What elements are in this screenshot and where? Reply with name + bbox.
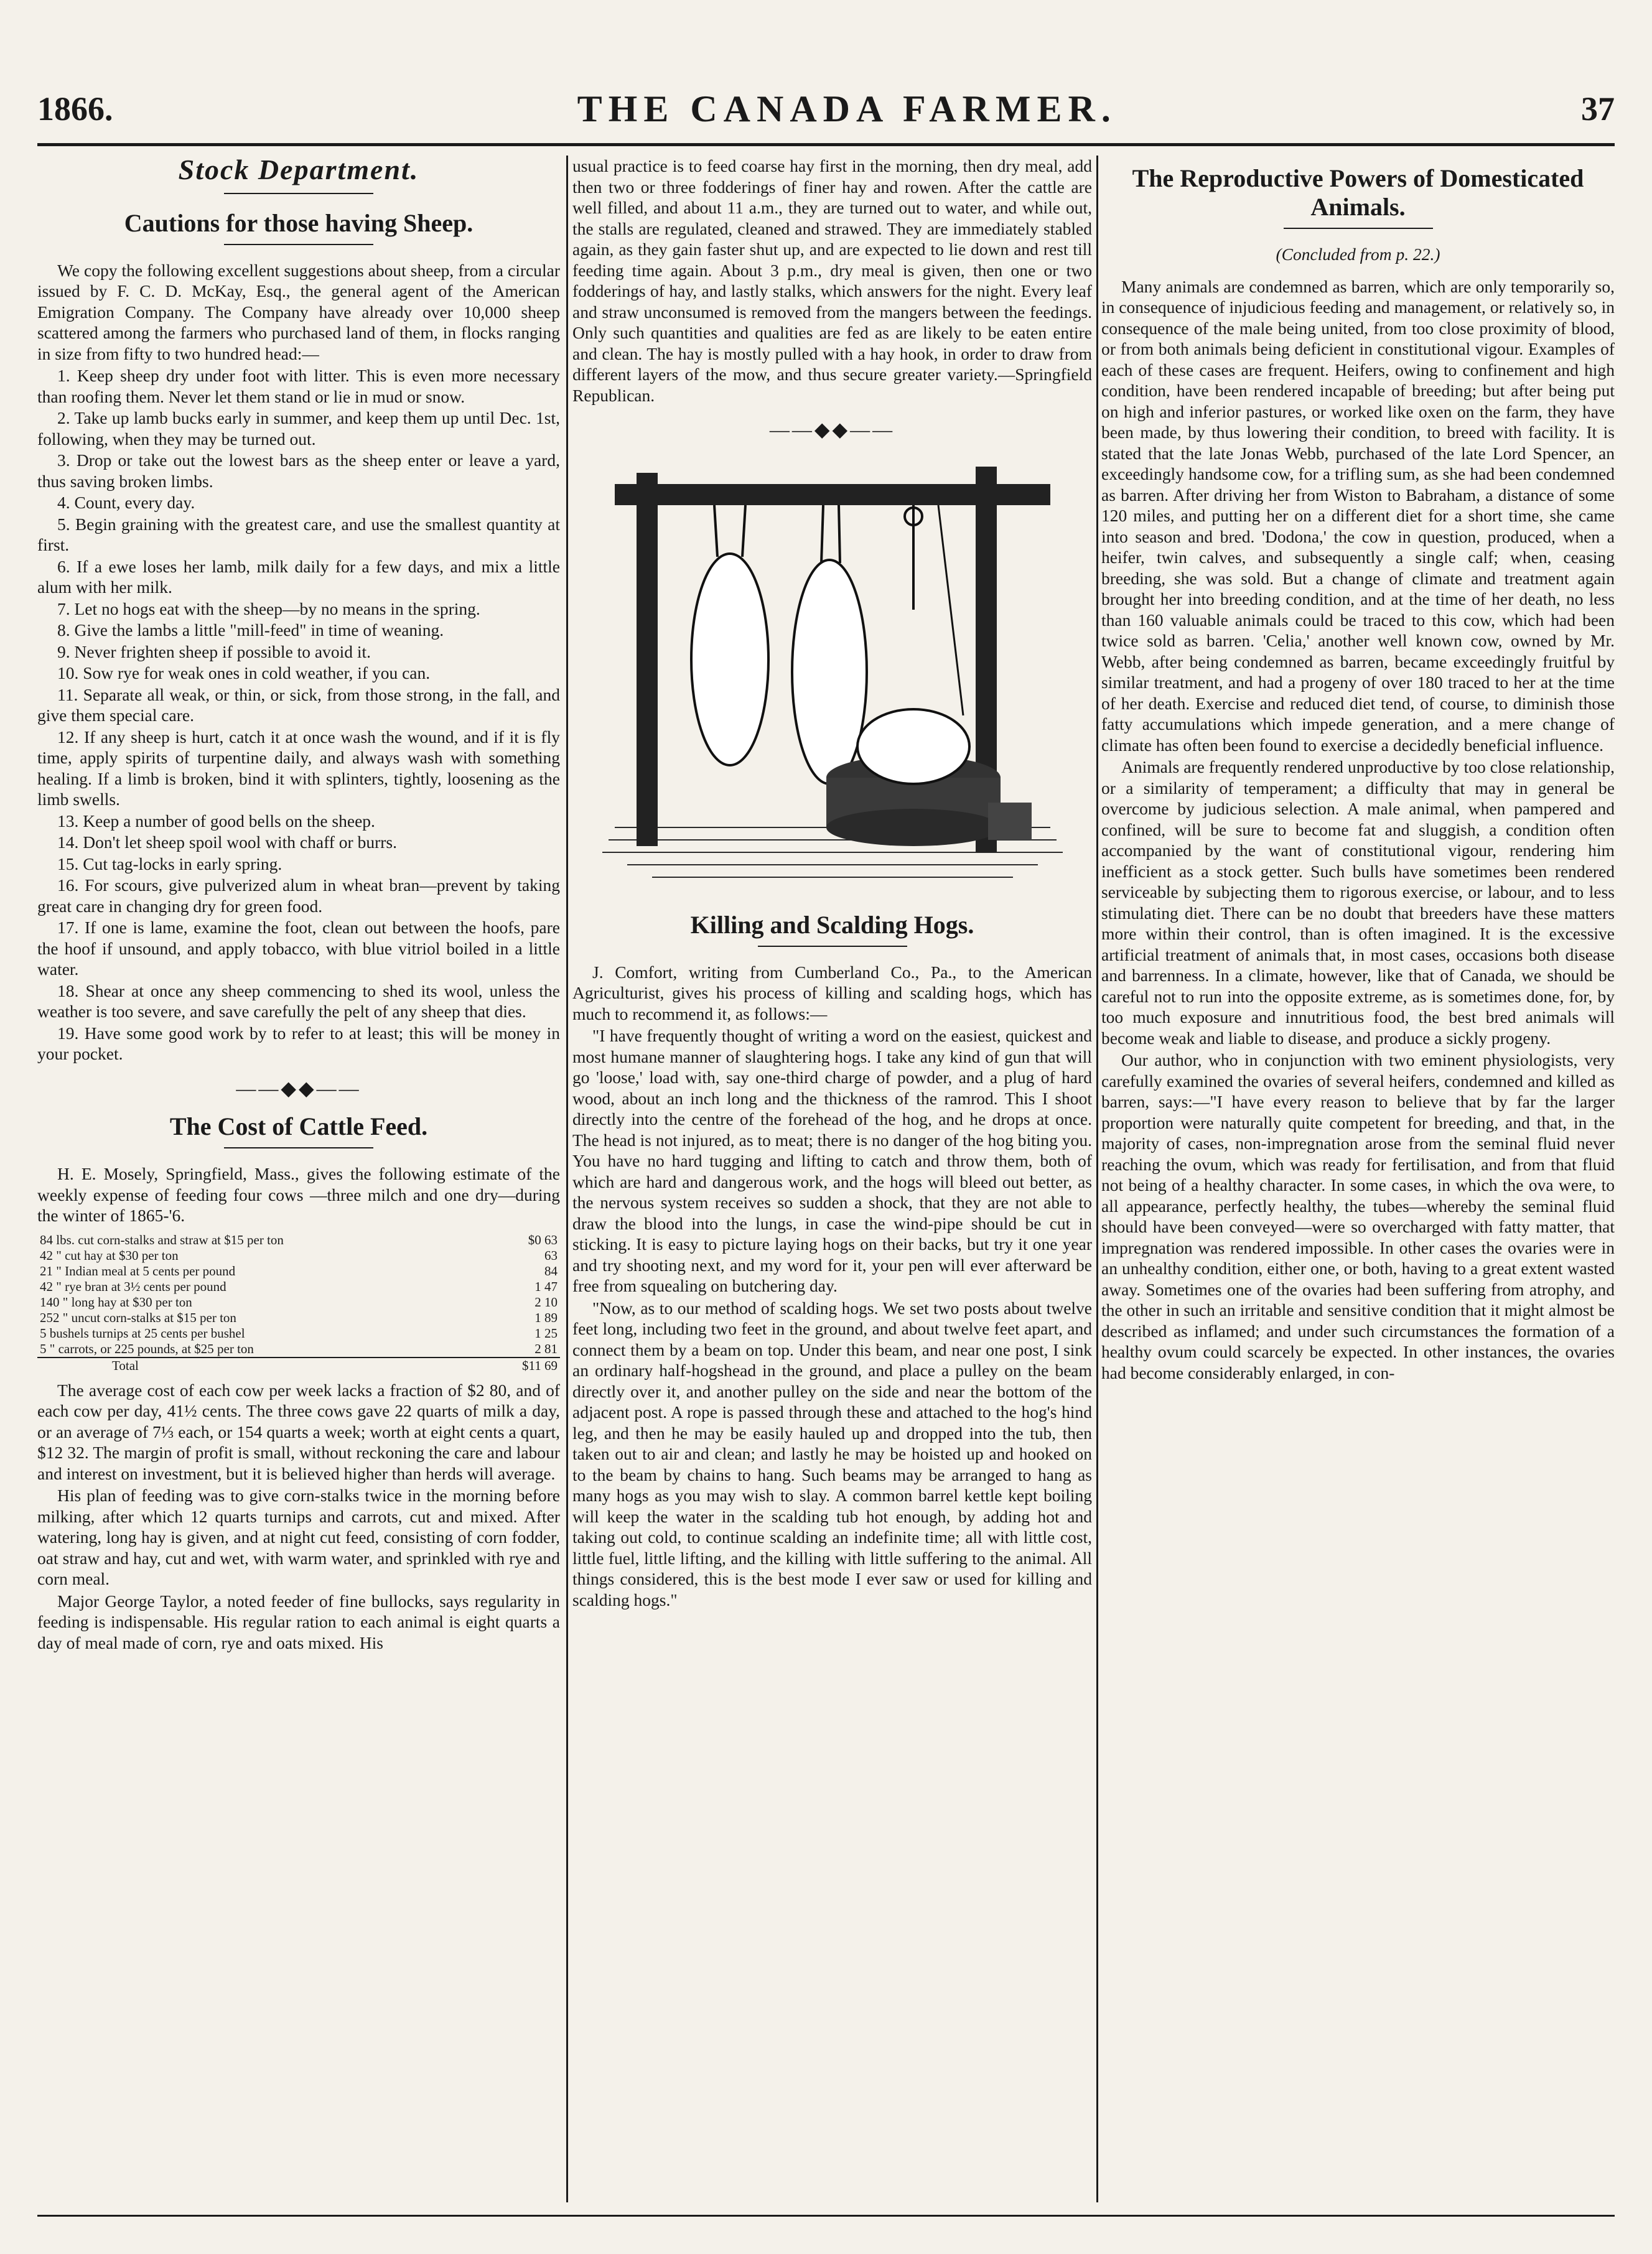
table-cell-item: 21 " Indian meal at 5 cents per pound	[40, 1263, 236, 1278]
table-row	[37, 1264, 560, 1279]
reproductive-title: The Reproductive Powers of Domesticated Animals.	[1132, 164, 1584, 221]
list-item: 5. Begin graining with the greatest care, and use the smallest quantity at first.	[37, 514, 560, 554]
table-cell-item: 5 bushels turnips at 25 cents per bushel	[40, 1325, 245, 1341]
paragraph: "I have frequently thought of writing a word on the easiest, quickest and most humane manner of slaughtering hogs. I take any kind of gun that will go 'loose,' load with, say one-third charge of powder, and a plug of hard wood, about an inch long and the thickness of the ramrod. This I shoot directly into the centre of the forehead of the hog, and he drops at once. The head is not injured, as to meat; there is no danger of the hog biting you. You have no hard tugging and lifting to catch and throw them, both of which are hard and dangerous work, and the hogs will bleed out better, as the nervous system receives so sudden a shock, that they are not able to draw the blood into the lungs, in case the wind-pipe should be cut in sticking. It is easy to picture laying hogs on their backs, but try it one year and try shooting next, and my word for it, your pen will ever afterward be free from squealing on butchering day.	[572, 1026, 1092, 1295]
cautions-list	[37, 365, 560, 1064]
paragraph: His plan of feeding was to give corn-stalks twice in the morning before milking, after which 12 quarts turnips and carrots, cut and mixed. After watering, long hay is given, and at night cut feed, consisting of corn fodder, oat straw and hay, cut and wet, with warm water, and sprinkled with rye and corn meal.	[37, 1486, 560, 1588]
ornament-divider: ——◆◆——	[769, 418, 895, 440]
table-cell-amount: 2 81	[534, 1341, 558, 1356]
cattle-feed-intro: H. E. Mosely, Springfield, Mass., gives the following estimate of the weekly expense of feeding four cows —three milch and one dry—during the winter of 1865-'6.	[37, 1164, 560, 1225]
table-row	[37, 1295, 560, 1310]
list-item: 13. Keep a number of good bells on the sheep.	[57, 811, 375, 831]
column-right	[1101, 156, 1615, 2209]
page-header	[37, 75, 1615, 146]
list-item: 7. Let no hogs eat with the sheep—by no means in the spring.	[57, 598, 480, 618]
ornament-divider: ——◆◆——	[236, 1076, 362, 1099]
table-cell-amount: 1 47	[534, 1278, 558, 1294]
list-item: 10. Sow rye for weak ones in cold weather, if you can.	[57, 663, 431, 682]
table-row	[37, 1232, 560, 1248]
list-item: 4. Count, every day.	[57, 493, 195, 512]
table-cell-item: 84 lbs. cut corn-stalks and straw at $15 per ton	[40, 1232, 284, 1247]
divider	[224, 244, 373, 245]
list-item: 3. Drop or take out the lowest bars as the sheep enter or leave a yard, thus saving broken limbs.	[37, 450, 560, 491]
paragraph: Major George Taylor, a noted feeder of fine bullocks, says regularity in feeding is indispensable. His regular ration to each animal is eight quarts a day of meal made of corn, rye and oats mixed. His	[37, 1591, 560, 1652]
hog-scalding-illustration	[590, 454, 1075, 902]
paragraph: J. Comfort, writing from Cumberland Co., Pa., to the American Agriculturist, gives his process of killing and scalding hogs, which has much to recommend it, as follows:—	[572, 962, 1092, 1023]
table-cell-item: 42 " rye bran at 3½ cents per pound	[40, 1278, 226, 1294]
list-item: 18. Shear at once any sheep commencing to shed its wool, unless the weather is too severe, and save carefully the pelt of any sheep that dies.	[37, 980, 560, 1021]
engraving-image	[590, 454, 1075, 902]
continued-paragraph: usual practice is to feed coarse hay first in the morning, then dry meal, add then two or three fodderings of finer hay and rowen. After the cattle are well filled, and about 11 a.m., they are turned out to water, and while out, the stalls are regulated, cleaned and strawed. They are immediately stabled again, as they gain faster shut up, and are expected to lie down and rest till feeding time again. About 3 p.m., dry meal is given, then one or two fodderings of hay, and lastly stalks, which answers for the night. Every leaf and straw unconsumed is removed from the mangers between the feedings. Only such quantities and qualities are fed as are likely to be eaten entire and clean. The hay is mostly pulled with a hay hook, in order to draw from different layers of the mow, and thus secure greater variety.—Springfield Republican.	[572, 156, 1092, 405]
stock-department-heading: Stock Department.	[178, 156, 419, 185]
divider	[224, 193, 373, 194]
list-item: 6. If a ewe loses her lamb, milk daily for a few days, and mix a little alum with her milk.	[37, 556, 560, 597]
table-cell-item: 42 " cut hay at $30 per ton	[40, 1247, 179, 1263]
table-cell-amount: 2 10	[534, 1294, 558, 1310]
feed-cost-table	[37, 1232, 560, 1374]
table-cell-item: 140 " long hay at $30 per ton	[40, 1294, 192, 1310]
table-cell-item: 5 " carrots, or 225 pounds, at $25 per ton	[40, 1341, 254, 1356]
table-cell-amount: $0 63	[528, 1232, 558, 1247]
table-row	[37, 1341, 560, 1358]
header-year: 1866.	[37, 90, 113, 128]
cautions-intro: We copy the following excellent suggestions about sheep, from a circular issued by F. C. D. McKay, Esq., the general agent of the American Emigration Company. The Company have already over 10,000 sheep scattered among the farmers who purchased land of them, in flocks ranging in size from fifty to two hundred head:—	[37, 260, 560, 363]
table-cell-amount: 63	[544, 1247, 558, 1263]
table-row	[37, 1279, 560, 1295]
list-item: 2. Take up lamb bucks early in summer, and keep them up until Dec. 1st, following, when they may be turned out.	[37, 408, 560, 449]
cattle-feed-title: The Cost of Cattle Feed.	[169, 1112, 428, 1140]
concluded-note: (Concluded from p. 22.)	[1276, 244, 1440, 264]
paragraph: Our author, who in conjunction with two eminent physiologists, very carefully examined the ovaries of several heifers, condemned and killed as barren, says:—"I have every reason to believe that by far the larger proportion were naturally quite competent for breeding, and that, in the majority of cases, non-impregnation arose from the seminal fluid never reaching the ovum, which was ready for fertilisation, and from that fluid not being of a healthy character. In some cases, in which the ova were, to all appearance, perfectly healthy, the tubes—whereby the seminal fluid should have been conveyed—were so overcharged with fatty matter, that impregnation was rendered impossible. In other cases the ovaries were in an unhealthy condition, either one, or both, having to a great extent wasted away. Sometimes one of the ovaries had been suffering from atrophy, and the other in such an irritable and sensitive condition that it might almost be described as inflamed; and under such circumstances the formation of a healthy ovum could scarcely be expected. In other instances, the ovaries had become considerably enlarged, in con-	[1101, 1050, 1615, 1382]
paragraph: The average cost of each cow per week lacks a fraction of $2 80, and of each cow per day, 41½ cents. The three cows gave 22 quarts of milk a day, or an average of 7⅓ each, or 154 quarts a week; worth at eight cents a quart, $12 32. The margin of profit is small, without reckoning the care and labour and interest on investment, but it is believed higher than herds will average.	[37, 1380, 560, 1483]
list-item: 11. Separate all weak, or thin, or sick, from those strong, in the fall, and give them special care.	[37, 684, 560, 725]
table-cell-item: 252 " uncut corn-stalks at $15 per ton	[40, 1310, 236, 1325]
list-item: 15. Cut tag-locks in early spring.	[57, 854, 282, 873]
table-row	[37, 1326, 560, 1341]
paragraph: Many animals are condemned as barren, which are only temporarily so, in consequence of injudicious feeding and management, or relatively so, in consequence of the male being united, from too close proximity of blood, or from both animals being deficient in constitutional vigour. Examples of each of these cases are frequent. Heifers, owing to confinement and high condition, have been rendered incapable of breeding; but after being put on high and inferior pastures, or worked like oxen on the farm, they have been made, by thus lowering their condition, to breed with facility. It is stated that the late Jonas Webb, purchased of the late Lord Spencer, an exceedingly handsome cow, for a trifling sum, as she had been condemned as barren. After driving her from Wiston to Babraham, a distance of some 120 miles, and putting her on a different diet for a short time, she came into season and bred. 'Dodona,' the cow in question, produced, when a heifer, twin calves, and subsequently a single calf; when, ceasing breeding, she was sold. But a change of climate and treatment again brought her into breeding condition, and at the time of her death, no less than 160 valuable animals could be traced to this cow, which had been twice sold as barren. 'Celia,' another well known cow, owned by Mr. Webb, after being condemned as barren, became exceedingly fruitful by similar treatment, and had a progeny of over 180 traced to her at the time of her death. Exercise and reduced diet tend, of course, to diminish those fatty accumulations which impede generation, and a mere change of climate has often been found to exercise a decidedly beneficial influence.	[1101, 276, 1615, 755]
list-item: 19. Have some good work by to refer to at least; this will be money in your pocket.	[37, 1023, 560, 1063]
column-rule	[1096, 156, 1098, 2202]
cautions-title: Cautions for those having Sheep.	[124, 208, 474, 237]
total-amount: $11 69	[487, 1358, 560, 1374]
list-item: 12. If any sheep is hurt, catch it at once wash the wound, and if it is fly time, apply spirits of turpentine daily, and always wash with something healing. If a limb is broken, bind it with splinters, tightly, loosening as the limb swells.	[37, 727, 560, 809]
paragraph: "Now, as to our method of scalding hogs. We set two posts about twelve feet long, including two feet in the ground, and about twelve feet apart, and connect them by a beam on top. Under this beam, and near one post, I sink an ordinary half-hogshead in the ground, and place a pulley on the beam directly over it, and another pulley on the side and near the bottom of the adjacent post. A rope is passed through these and attached to the hog's hind leg, and then he may be easily hauled up and dropped into the tub, then taken out to air and clean; and lastly he may be hoisted up and hooked on to the beam by chains to hang. Such beams may be arranged to hang as many hogs as you may wish to slay. A common barrel kettle kept boiling will keep the water in the scalding tub hot enough, by adding hot and taking out cold, to continue scalding an indefinite time; all with little cost, little fuel, little lifting, and the killing with little suffering to the animal. All things considered, this is the best mode I ever saw or used for killing and scalding hogs."	[572, 1298, 1092, 1609]
table-cell-amount: 1 25	[534, 1325, 558, 1341]
table-row	[37, 1310, 560, 1326]
list-item: 1. Keep sheep dry under foot with litter. This is even more necessary than roofing them. Never let them stand or lie in mud or snow.	[37, 366, 560, 406]
column-rule	[566, 156, 568, 2202]
table-row	[37, 1248, 560, 1264]
hogs-title: Killing and Scalding Hogs.	[690, 910, 974, 939]
total-label: Total	[37, 1358, 487, 1374]
divider	[224, 1147, 373, 1148]
list-item: 16. For scours, give pulverized alum in wheat bran—prevent by taking great care in changing dry for green food.	[37, 875, 560, 916]
column-middle	[572, 156, 1092, 2209]
list-item: 8. Give the lambs a little "mill-feed" in time of weaning.	[57, 620, 444, 640]
list-item: 9. Never frighten sheep if possible to avoid it.	[57, 641, 371, 661]
column-left	[37, 156, 560, 2209]
masthead-title: THE CANADA FARMER.	[577, 88, 1117, 129]
page-number: 37	[1581, 90, 1615, 128]
list-item: 17. If one is lame, examine the foot, clean out between the hoofs, pare the hoof if unsound, and apply tobacco, with blue vitriol boiled in a little water.	[37, 918, 560, 979]
paragraph: Animals are frequently rendered unproductive by too close relationship, or a similarity of temperament; a difficulty that may in general be overcome by judicious selection. A male animal, when pampered and confined, will be sure to become fat and sluggish, a condition often accompanied by the want of constitutional vigour, rendering him inefficient as a stock getter. Such bulls have sometimes been rendered serviceable by subjecting them to rigorous exercise, or labour, and to less stimulating diet. There can be no doubt that breeders have these matters more within their control, than is often imagined. It is the excessive artificial treatment of animals that, in most cases, occasions both disease and barrenness. In a climate, however, like that of Canada, we should be careful not to run into the opposite extreme, as is sometimes done, for, by too much exposure and innutritious food, the best bred animals will become weak and liable to disease, and produce a sickly progeny.	[1101, 757, 1615, 1048]
divider	[758, 946, 907, 947]
table-cell-amount: 84	[544, 1263, 558, 1278]
table-total-row	[37, 1358, 560, 1374]
list-item: 14. Don't let sheep spoil wool with chaff or burrs.	[57, 832, 397, 852]
footer-rule	[37, 2215, 1615, 2217]
divider	[1284, 228, 1433, 229]
table-cell-amount: 1 89	[534, 1310, 558, 1325]
